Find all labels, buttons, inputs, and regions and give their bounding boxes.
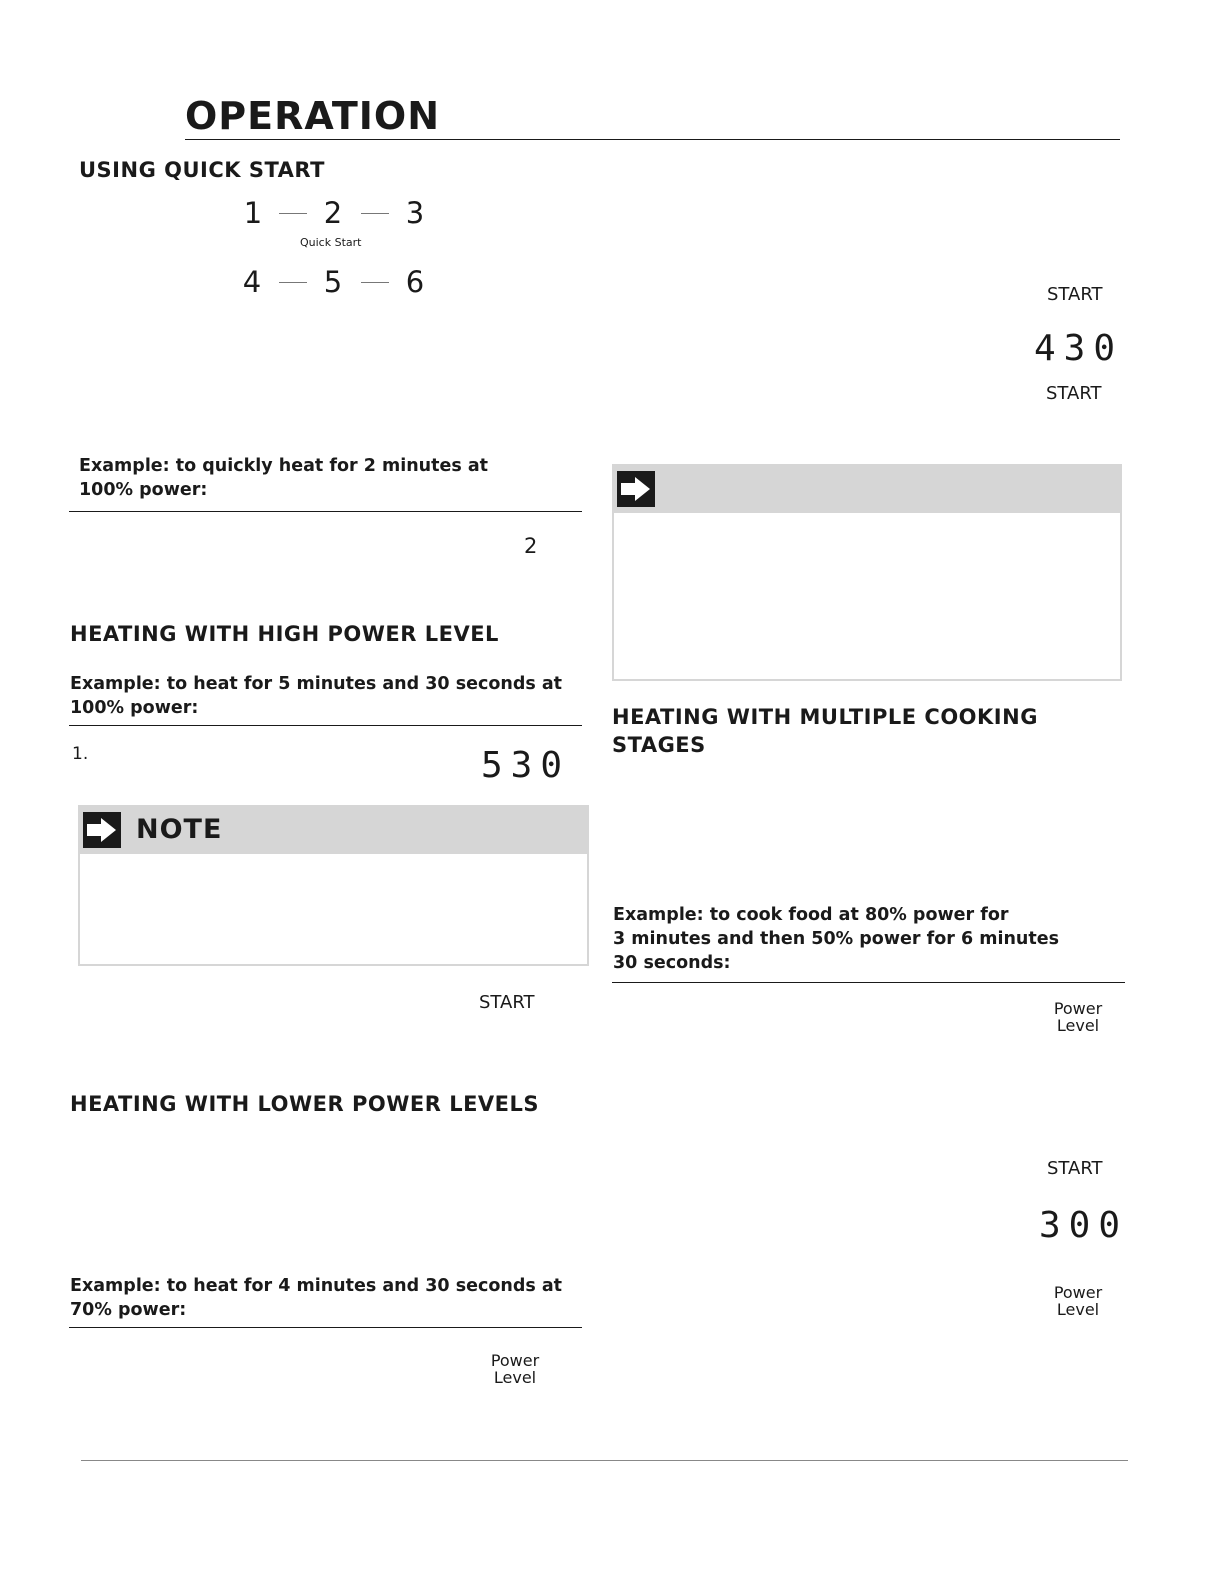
power-label-line: Power <box>490 1351 540 1370</box>
heading-line: HEATING WITH MULTIPLE COOKING <box>612 705 1038 729</box>
key-5: 5 <box>323 265 343 299</box>
title-rule <box>185 139 1120 140</box>
power-label-line: Level <box>493 1368 537 1387</box>
keypad-divider <box>361 282 389 283</box>
keypad-divider <box>279 282 307 283</box>
power-level-label <box>480 1352 550 1386</box>
example-rule <box>69 1327 582 1328</box>
quick-start-key: 2 <box>524 534 538 558</box>
lower-power-heading: HEATING WITH LOWER POWER LEVELS <box>70 1092 540 1116</box>
arrow-right-icon <box>617 471 655 507</box>
example-line: Example: to cook food at 80% power for <box>613 905 1009 925</box>
quick-start-heading: USING QUICK START <box>79 158 325 182</box>
start-label: START <box>1047 1158 1103 1179</box>
start-label: START <box>1046 383 1102 404</box>
note-title: NOTE <box>136 814 223 845</box>
heading-line: STAGES <box>612 733 706 757</box>
high-power-example: Example: to heat for 5 minutes and 30 seconds at 100% power: <box>70 674 563 718</box>
keypad-divider <box>279 213 307 214</box>
power-level-label <box>1043 1000 1113 1034</box>
page-title: OPERATION <box>185 94 440 138</box>
display-readout: 300 <box>1039 1205 1129 1246</box>
power-label-line: Level <box>1056 1016 1100 1035</box>
display-readout: 530 <box>481 745 571 786</box>
power-label-line: Power <box>1053 999 1103 1018</box>
key-6: 6 <box>405 265 425 299</box>
key-3: 3 <box>405 196 425 230</box>
step-number: 1. <box>72 744 89 764</box>
example-line: 30 seconds: <box>613 953 731 973</box>
keypad-divider <box>361 213 389 214</box>
footer-rule <box>81 1460 1128 1461</box>
note-box <box>78 805 589 966</box>
key-2: 2 <box>323 196 343 230</box>
quick-start-example: Example: to quickly heat for 2 minutes at 100% power: <box>79 456 489 500</box>
power-label-line: Power <box>1053 1283 1103 1302</box>
multi-stage-heading <box>612 703 1038 759</box>
power-label-line: Level <box>1056 1300 1100 1319</box>
example-line: 3 minutes and then 50% power for 6 minutes <box>613 929 1060 949</box>
note-box-right <box>612 464 1122 681</box>
note-header <box>614 466 1120 513</box>
display-readout: 430 <box>1034 328 1124 369</box>
power-level-label <box>1043 1284 1113 1318</box>
example-rule <box>612 982 1125 983</box>
example-rule <box>69 511 582 512</box>
quick-start-caption: Quick Start <box>300 236 362 249</box>
example-rule <box>69 725 582 726</box>
start-label: START <box>479 992 535 1013</box>
multi-stage-example <box>613 903 1059 975</box>
key-1: 1 <box>243 196 263 230</box>
high-power-heading: HEATING WITH HIGH POWER LEVEL <box>70 622 499 646</box>
lower-power-example: Example: to heat for 4 minutes and 30 seconds at 70% power: <box>70 1276 563 1320</box>
note-header <box>80 807 587 854</box>
key-4: 4 <box>242 265 262 299</box>
arrow-right-icon <box>83 812 121 848</box>
start-label: START <box>1047 284 1103 305</box>
